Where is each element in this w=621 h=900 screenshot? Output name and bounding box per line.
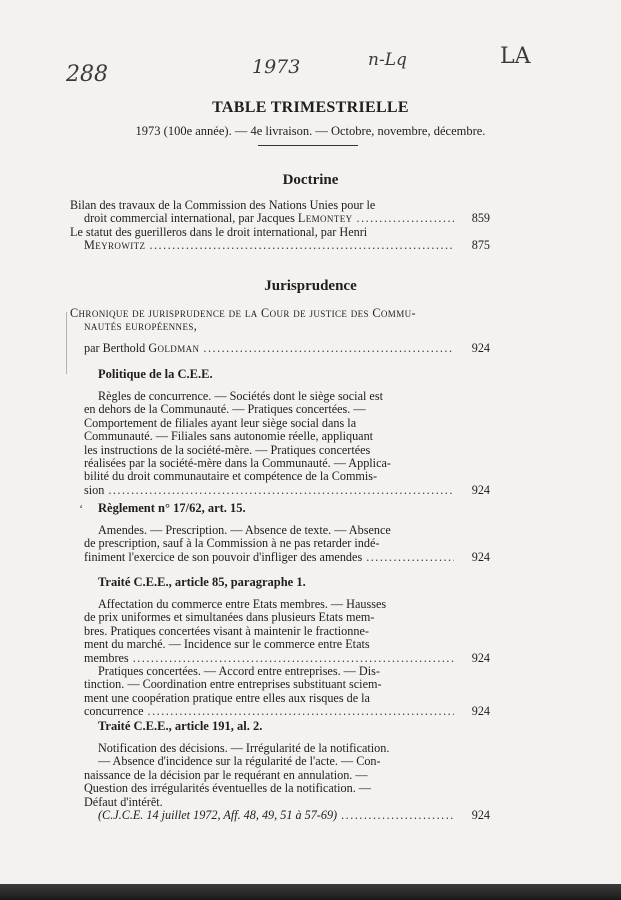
entry-text: de prescription, sauf à la Commission à ne pas retarder indé- bbox=[84, 537, 380, 551]
entry-text: Le statut des guerilleros dans le droit international, par Henri bbox=[70, 226, 368, 239]
entry-text: nautés européennes, bbox=[84, 320, 198, 334]
leader-dots bbox=[366, 551, 454, 564]
entry-text: Amendes. — Prescription. — Absence de texte. — Absence bbox=[98, 524, 391, 537]
entry-text: sion bbox=[84, 483, 105, 497]
leader-dots bbox=[133, 652, 454, 665]
doctrine-entry bbox=[70, 199, 490, 226]
title-divider bbox=[258, 145, 358, 146]
handwritten-mark: n-Lq bbox=[368, 50, 407, 70]
handwritten-initials: LA bbox=[500, 44, 531, 69]
section-entry bbox=[84, 390, 490, 497]
section-heading: Règlement n° 17/62, art. 15. bbox=[98, 501, 246, 515]
entry-page: 875 bbox=[471, 239, 490, 253]
entry-text: ment du marché. — Incidence sur le commerce entre Etats bbox=[84, 638, 370, 652]
section-entry bbox=[84, 598, 490, 719]
leader-dots bbox=[108, 484, 454, 497]
entry-page: 924 bbox=[471, 550, 490, 564]
leader-dots bbox=[341, 809, 454, 822]
entry-text: ment une coopération pratique entre elles aux risques de la bbox=[84, 691, 370, 705]
entry-page: 924 bbox=[471, 809, 490, 823]
section-heading: Politique de la C.E.E. bbox=[98, 367, 213, 381]
entry-page: 924 bbox=[471, 341, 490, 355]
entry-citation: (C.J.C.E. 14 juillet 1972, Aff. 48, 49, 51 à 57-69) bbox=[98, 809, 338, 823]
entry-text: les instructions de la société-mère. — Pratiques concertées bbox=[84, 443, 371, 457]
entry-text: par Berthold bbox=[84, 341, 146, 355]
entry-text: Règles de concurrence. — Sociétés dont le siège social est bbox=[98, 390, 383, 403]
entry-page: 924 bbox=[471, 705, 490, 719]
section-entry bbox=[84, 742, 490, 822]
entry-page: 924 bbox=[471, 483, 490, 497]
leader-dots bbox=[357, 212, 454, 225]
chronique-entry bbox=[70, 307, 490, 355]
entry-text: Affectation du commerce entre Etats membres. — Hausses bbox=[98, 598, 387, 611]
entry-text: Question des irrégularités éventuelles de la notification. — bbox=[84, 782, 371, 796]
entry-text: — Absence d'incidence sur la régularité de l'acte. — Con- bbox=[98, 755, 381, 769]
entry-text: finiment l'exercice de son pouvoir d'infliger des amendes bbox=[84, 550, 363, 564]
entry-text: concurrence bbox=[84, 705, 144, 719]
entry-text: Pratiques concertées. — Accord entre entreprises. — Dis- bbox=[98, 665, 380, 679]
entry-author: Lemontey bbox=[297, 212, 353, 226]
entry-text: droit commercial international, par Jacques bbox=[84, 212, 295, 226]
entry-text: réalisées par la société-mère dans la Communauté. — Applica- bbox=[84, 457, 391, 471]
entry-text: membres bbox=[84, 651, 129, 665]
handwritten-page-number: 288 bbox=[66, 62, 108, 87]
leader-dots bbox=[203, 342, 454, 355]
entry-text: de prix uniformes et simultanées dans plusieurs Etats mem- bbox=[84, 611, 375, 625]
leader-dots bbox=[149, 239, 454, 252]
handwritten-year: 1973 bbox=[252, 56, 301, 78]
scan-bottom-edge bbox=[0, 884, 621, 900]
entry-text: Chronique de jurisprudence de la Cour de justice des Commu- bbox=[70, 307, 416, 320]
entry-text: bres. Pratiques concertées visant à maintenir le fractionne- bbox=[84, 624, 369, 638]
entry-text: bilité du droit communautaire et compétence de la Commis- bbox=[84, 470, 378, 484]
entry-text: tinction. — Coordination entre entreprises substituant sciem- bbox=[84, 678, 382, 692]
entry-text: Comportement de filiales ayant leur siège social dans la bbox=[84, 416, 357, 430]
entry-text: Notification des décisions. — Irrégularité de la notification. bbox=[98, 742, 390, 755]
jurisprudence-heading: Jurisprudence bbox=[264, 278, 357, 294]
entry-author: Goldman bbox=[148, 341, 200, 355]
page-title: TABLE TRIMESTRIELLE bbox=[212, 99, 409, 116]
section-heading: Traité C.E.E., article 191, al. 2. bbox=[98, 719, 263, 733]
entry-author: Meyrowitz bbox=[84, 239, 146, 253]
margin-tick: ‘ bbox=[79, 501, 84, 516]
section-heading: Traité C.E.E., article 85, paragraphe 1. bbox=[98, 575, 306, 589]
doctrine-entry bbox=[70, 226, 490, 253]
entry-text: en dehors de la Communauté. — Pratiques concertées. — bbox=[84, 403, 366, 417]
leader-dots bbox=[148, 705, 454, 718]
entry-text: naissance de la décision par le requérant en annulation. — bbox=[84, 768, 368, 782]
page-subtitle: 1973 (100e année). — 4e livraison. — Octobre, novembre, décembre. bbox=[135, 124, 486, 138]
doctrine-heading: Doctrine bbox=[282, 172, 339, 188]
margin-line bbox=[66, 312, 67, 374]
entry-page: 924 bbox=[471, 651, 490, 665]
entry-text: Communauté. — Filiales sans autonomie réelle, appliquant bbox=[84, 430, 374, 444]
entry-page: 859 bbox=[471, 212, 490, 226]
entry-text: Défaut d'intérêt. bbox=[84, 795, 163, 809]
section-entry bbox=[84, 524, 490, 564]
entry-text: Bilan des travaux de la Commission des Nations Unies pour le bbox=[70, 199, 376, 212]
